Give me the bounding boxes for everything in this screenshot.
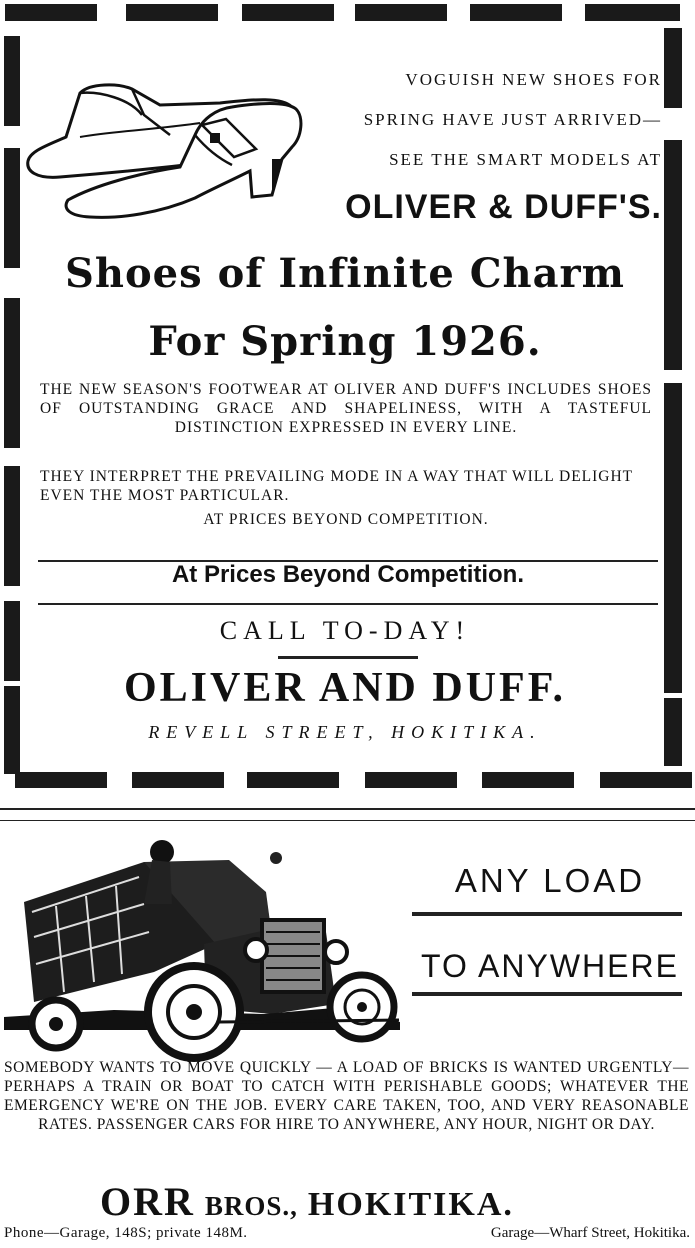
truck-illustration (4, 832, 404, 1067)
any-load-headline: ANY LOAD (454, 862, 646, 899)
border-top (5, 4, 685, 24)
to-anywhere-headline: TO ANYWHERE (421, 948, 679, 984)
orr-firm-town: HOKITIKA. (307, 1186, 514, 1223)
shoes-illustration (20, 75, 310, 225)
orr-firm-orr: ORR (100, 1179, 195, 1224)
border-bottom (15, 772, 695, 792)
call-underline (278, 656, 418, 659)
store-name: OLIVER & DUFF'S. (345, 188, 662, 226)
voguish-line-1: VOGUISH NEW SHOES FOR (405, 70, 662, 89)
paragraph-2: THEY INTERPRET THE PREVAILING MODE IN A WAY THAT WILL DELIGHT EVEN THE MOST PARTICULAR. (40, 468, 633, 504)
call-today: CALL TO-DAY! (219, 616, 471, 645)
voguish-line-3: SEE THE SMART MODELS AT (389, 150, 662, 169)
section-rule-2 (0, 820, 695, 821)
section-rule-1 (0, 808, 695, 810)
paragraph-3: AT PRICES BEYOND COMPETITION. (203, 511, 489, 528)
to-anywhere-rule (412, 992, 682, 996)
voguish-line-2: SPRING HAVE JUST ARRIVED— (363, 110, 662, 129)
phone-line: Phone—Garage, 148S; private 148M. (4, 1225, 248, 1241)
headline: Shoes of Infinite Charm (65, 250, 625, 297)
border-right (664, 28, 690, 768)
address: REVELL STREET, HOKITIKA. (148, 722, 542, 742)
garage-line: Garage—Wharf Street, Hokitika. (490, 1225, 690, 1241)
orr-firm (100, 1178, 600, 1225)
firm-name: OLIVER AND DUFF. (124, 665, 566, 711)
banner: At Prices Beyond Competition. (171, 561, 525, 588)
any-load-rule (412, 912, 682, 916)
paragraph-1: THE NEW SEASON'S FOOTWEAR AT OLIVER AND DUFF'S INCLUDES SHOES OF OUTSTANDING GRACE AND SHAPELINESS, WITH A TASTEFUL DISTINCTION EXPRESSED IN EVERY LINE. (40, 381, 652, 436)
orr-body: SOMEBODY WANTS TO MOVE QUICKLY — A LOAD OF BRICKS IS WANTED URGENTLY—PERHAPS A TRAIN OR BOAT TO CATCH WITH PERISHABLE GOODS; WHATEVER THE EMERGENCY WE'RE ON THE JOB. EVERY CARE TAKEN, TOO, AND VERY REASONABLE RATES. PASSENGER CARS FOR HIRE TO ANYWHERE, ANY HOUR, NIGHT OR DAY. (4, 1059, 689, 1133)
orr-firm-bros: BROS., (204, 1191, 298, 1221)
subheadline: For Spring 1926. (148, 318, 542, 365)
divider-bottom (38, 603, 658, 605)
